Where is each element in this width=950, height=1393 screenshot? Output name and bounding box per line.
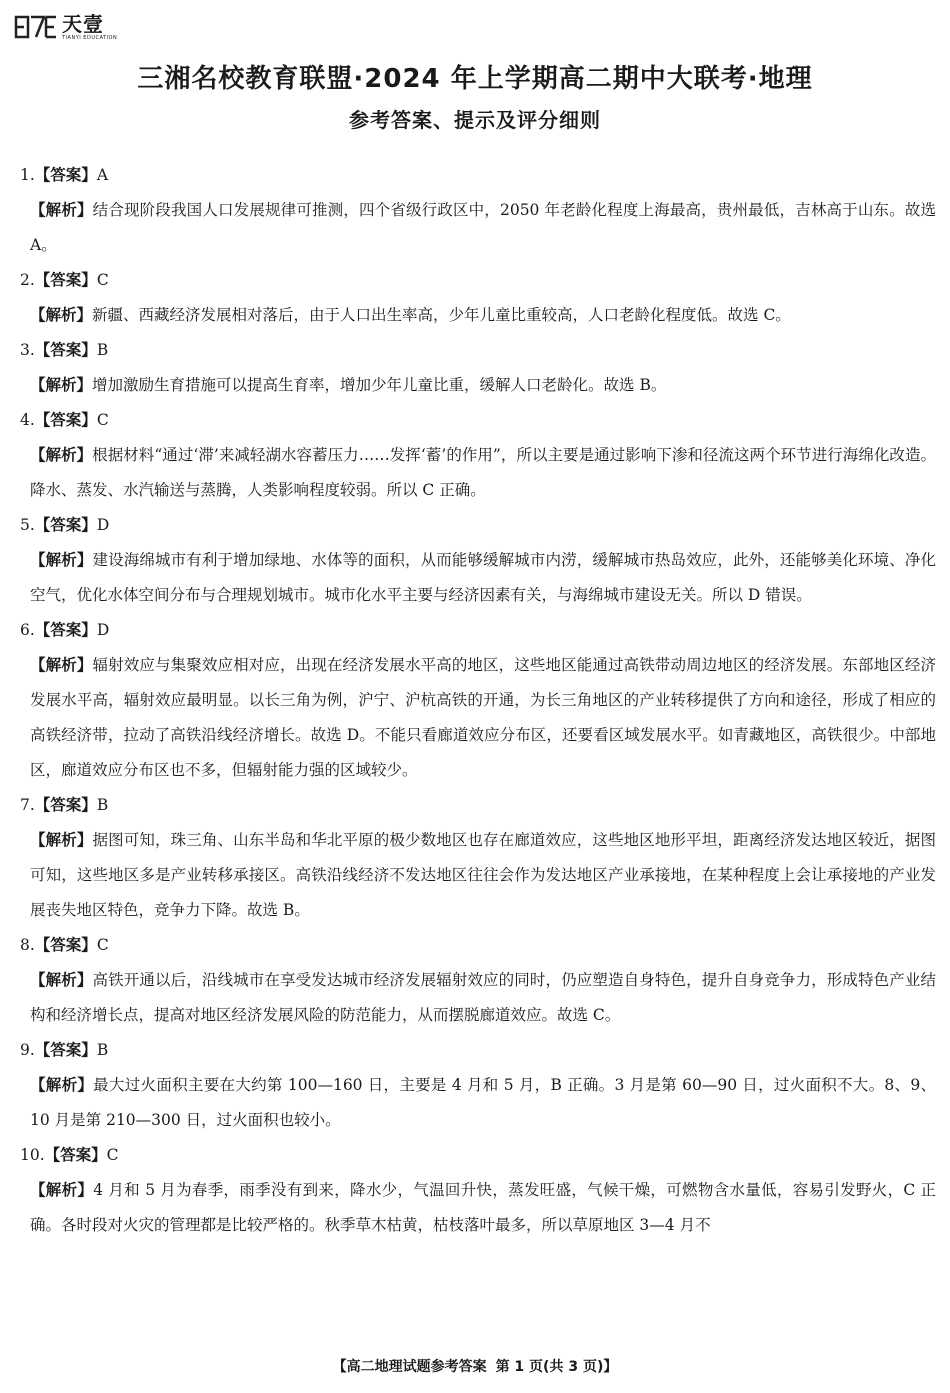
answer-label: 【答案】 — [34, 936, 97, 954]
answer-value: C — [96, 271, 109, 289]
answer-label: 【答案】 — [34, 271, 97, 289]
answer-label: 【答案】 — [34, 796, 97, 814]
answer-value: C — [106, 1146, 119, 1164]
explain-label: 【解析】 — [30, 551, 93, 569]
explanation — [20, 368, 936, 403]
answer-line — [20, 613, 936, 648]
answer-label: 【答案】 — [34, 341, 97, 359]
answer-line — [20, 508, 936, 543]
answer-item — [20, 928, 936, 1033]
answer-item — [20, 1033, 936, 1138]
explanation-text: 结合现阶段我国人口发展规律可推测，四个省级行政区中，2050 年老龄化程度上海最高，贵州最低，吉林高于山东。故选 A。 — [30, 201, 936, 254]
explain-label: 【解析】 — [30, 201, 93, 219]
explanation — [20, 193, 936, 263]
page-subtitle: 参考答案、提示及评分细则 — [349, 108, 601, 132]
answer-item — [20, 788, 936, 928]
answer-label: 【答案】 — [34, 411, 97, 429]
answer-label: 【答案】 — [34, 166, 97, 184]
explain-label: 【解析】 — [30, 831, 93, 849]
answer-item — [20, 508, 936, 613]
explanation-text: 建设海绵城市有利于增加绿地、水体等的面积，从而能够缓解城市内涝，缓解城市热岛效应，此外，还能够美化环境、净化空气，优化水体空间分布与合理规划城市。城市化水平主要与经济因素有关，与海绵城市建设无关。所以 D 错误。 — [30, 551, 936, 604]
question-number: 5. — [20, 516, 35, 534]
explain-label: 【解析】 — [30, 446, 93, 464]
logo-subtitle: TIANYI EDUCATION — [62, 34, 118, 41]
answer-value: C — [96, 936, 109, 954]
explanation-text: 最大过火面积主要在大约第 100—160 日，主要是 4 月和 5 月，B 正确。3 月是第 60—90 日，过火面积不大。8、9、10 月是第 210—300 日，过火面积也较小。 — [30, 1076, 936, 1129]
answer-value: B — [96, 796, 109, 814]
answer-label: 【答案】 — [34, 621, 97, 639]
answer-line — [20, 403, 936, 438]
question-number: 7. — [20, 796, 35, 814]
explain-label: 【解析】 — [30, 971, 93, 989]
explanation — [20, 648, 936, 788]
page-footer — [0, 1356, 950, 1376]
explain-label: 【解析】 — [30, 376, 93, 394]
question-number: 6. — [20, 621, 35, 639]
question-number: 2. — [20, 271, 35, 289]
page-title: 三湘名校教育联盟·2024 年上学期高二期中大联考·地理 — [137, 64, 813, 94]
answer-item — [20, 403, 936, 508]
explanation-text: 新疆、西藏经济发展相对落后，由于人口出生率高，少年儿童比重较高，人口老龄化程度低。故选 C。 — [92, 306, 791, 324]
answer-item — [20, 613, 936, 788]
question-number: 1. — [20, 166, 35, 184]
question-number: 9. — [20, 1041, 35, 1059]
publisher-logo — [14, 10, 117, 44]
answer-line — [20, 788, 936, 823]
explain-label: 【解析】 — [30, 656, 93, 674]
answer-value: D — [96, 621, 110, 639]
explanation-text: 增加激励生育措施可以提高生育率，增加少年儿童比重，缓解人口老龄化。故选 B。 — [92, 376, 667, 394]
explanation — [20, 438, 936, 508]
explanation — [20, 298, 936, 333]
question-number: 3. — [20, 341, 35, 359]
question-number: 8. — [20, 936, 35, 954]
answer-item — [20, 263, 936, 333]
explanation — [20, 1068, 936, 1138]
answer-line — [20, 1033, 936, 1068]
explanation — [20, 963, 936, 1033]
answer-item — [20, 1138, 936, 1243]
answer-line — [20, 333, 936, 368]
answer-value: A — [96, 166, 109, 184]
explain-label: 【解析】 — [30, 1076, 94, 1094]
tianyi-logo-icon — [14, 13, 58, 41]
answer-line — [20, 928, 936, 963]
footer-page-number: 第 1 页(共 3 页)】 — [495, 1359, 618, 1375]
answer-list — [20, 158, 936, 1243]
answer-item — [20, 158, 936, 263]
answer-label: 【答案】 — [34, 1041, 97, 1059]
answer-line — [20, 1138, 936, 1173]
explanation-text: 根据材料“通过‘滞’来减轻湖水容蓄压力……发挥‘蓄’的作用”，所以主要是通过影响下渗和径流这两个环节进行海绵化改造。降水、蒸发、水汽输送与蒸腾，人类影响程度较弱。所以 C 正确。 — [30, 446, 936, 499]
answer-item — [20, 333, 936, 403]
answer-value: C — [96, 411, 109, 429]
explanation-text: 据图可知，珠三角、山东半岛和华北平原的极少数地区也存在廊道效应，这些地区地形平坦，距离经济发达地区较近，据图可知，这些地区多是产业转移承接区。高铁沿线经济不发达地区往往会作为发达地区产业承接地，在某种程度上会让承接地的产业发展丧失地区特色，竞争力下降。故选 B。 — [30, 831, 936, 919]
question-number: 4. — [20, 411, 35, 429]
answer-label: 【答案】 — [34, 516, 97, 534]
explanation-text: 4 月和 5 月为春季，雨季没有到来，降水少，气温回升快，蒸发旺盛，气候干燥，可燃物含水量低，容易引发野火，C 正确。各时段对火灾的管理都是比较严格的。秋季草木枯黄，枯枝落叶最多，所以草原地区 3—4 月不 — [30, 1181, 936, 1234]
answer-label: 【答案】 — [44, 1146, 107, 1164]
answer-value: B — [96, 1041, 109, 1059]
explanation — [20, 1173, 936, 1243]
question-number: 10. — [20, 1146, 45, 1164]
footer-doc-label: 【高二地理试题参考答案 — [332, 1359, 487, 1375]
explanation-text: 高铁开通以后，沿线城市在享受发达城市经济发展辐射效应的同时，仍应塑造自身特色，提升自身竞争力，形成特色产业结构和经济增长点，提高对地区经济发展风险的防范能力，从而摆脱廊道效应。故选 C。 — [30, 971, 936, 1024]
explain-label: 【解析】 — [30, 1181, 94, 1199]
answer-line — [20, 263, 936, 298]
answer-value: B — [96, 341, 109, 359]
explanation-text: 辐射效应与集聚效应相对应，出现在经济发展水平高的地区，这些地区能通过高铁带动周边地区的经济发展。东部地区经济发展水平高，辐射效应最明显。以长三角为例，沪宁、沪杭高铁的开通，为长三角地区的产业转移提供了方向和途径，形成了相应的高铁经济带，拉动了高铁沿线经济增长。故选 D。不能只看廊道效应分布区，还要看区域发展水平。如青藏地区，高铁很少。中部地区，廊道效应分布区也不多，但辐射能力强的区域较少。 — [30, 656, 936, 779]
explanation — [20, 543, 936, 613]
explanation — [20, 823, 936, 928]
answer-line — [20, 158, 936, 193]
answer-value: D — [96, 516, 110, 534]
logo-name: 天壹 — [62, 11, 104, 36]
explain-label: 【解析】 — [30, 306, 93, 324]
